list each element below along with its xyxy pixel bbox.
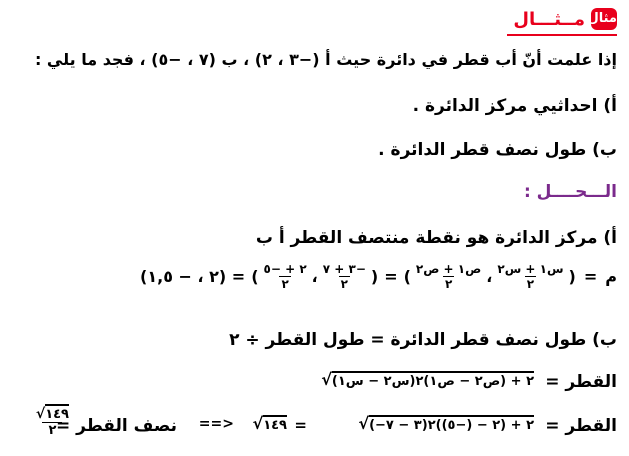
fraction-y-values: ٢ + −٥ ٢ <box>263 262 307 291</box>
part-a-question: أ) احداثيي مركز الدائرة . <box>412 96 617 116</box>
midpoint-eq: = <box>583 267 598 286</box>
diameter-formula: √ (س٢ − س١)٢ + (ص٢ − ص١)٢ <box>321 370 534 389</box>
example-badge <box>513 8 617 30</box>
midpoint-result: = (٢ ، − ١,٥) <box>140 267 246 286</box>
fraction-y: ص١ + ص٢ ٢ <box>415 262 482 291</box>
sqrt-icon: √ <box>321 370 332 389</box>
midpoint-equation: م = ( س١ + س٢ ٢ ، ص١ + ص٢ ٢ ) = ( −٣ + ٧ ٢ ، ٢ + −٥ ٢ ) = (٢ ، − ١,٥) <box>140 262 617 291</box>
diameter-label: القطر = <box>545 372 617 392</box>
sqrt-icon-3: √ <box>252 414 264 433</box>
diameter-values-label: القطر = <box>545 416 617 436</box>
problem-statement: إذا علمت أنّ أب قطر في دائرة حيث أ (−٣ ، ٢) ، ب (٧ ، −٥) ، فجد ما يلي : <box>34 50 617 69</box>
sqrt-icon-2: √ <box>358 414 370 433</box>
midpoint-m: م <box>605 267 617 286</box>
solution-label: الـــحــــل : <box>523 182 617 202</box>
part-b-intro: ب) طول نصف قطر الدائرة = طول القطر ÷ ٢ <box>229 330 617 350</box>
eq-sign: = <box>294 416 307 434</box>
sqrt-149: √ ١٤٩ <box>252 414 287 433</box>
part-b-question: ب) طول نصف قطر الدائرة . <box>378 140 617 160</box>
sqrt-icon-4: √ <box>35 406 46 422</box>
part-a-intro: أ) مركز الدائرة هو نقطة منتصف القطر أ ب <box>255 228 617 248</box>
example-label: مــثـــال <box>513 8 585 30</box>
radius-fraction: √ ١٤٩ ٢ <box>35 406 69 438</box>
example-icon: مثال <box>591 8 617 30</box>
fraction-x: س١ + س٢ ٢ <box>497 262 564 291</box>
fraction-x-values: −٣ + ٧ ٢ <box>322 262 366 291</box>
diameter-values-formula: √ (−٣ − ٧)٢ + (٢ − (−٥))٢ <box>358 414 534 433</box>
radius-label: نصف القطر = <box>55 416 177 436</box>
implies-arrow: ==> <box>198 416 234 432</box>
header-underline <box>507 34 617 36</box>
